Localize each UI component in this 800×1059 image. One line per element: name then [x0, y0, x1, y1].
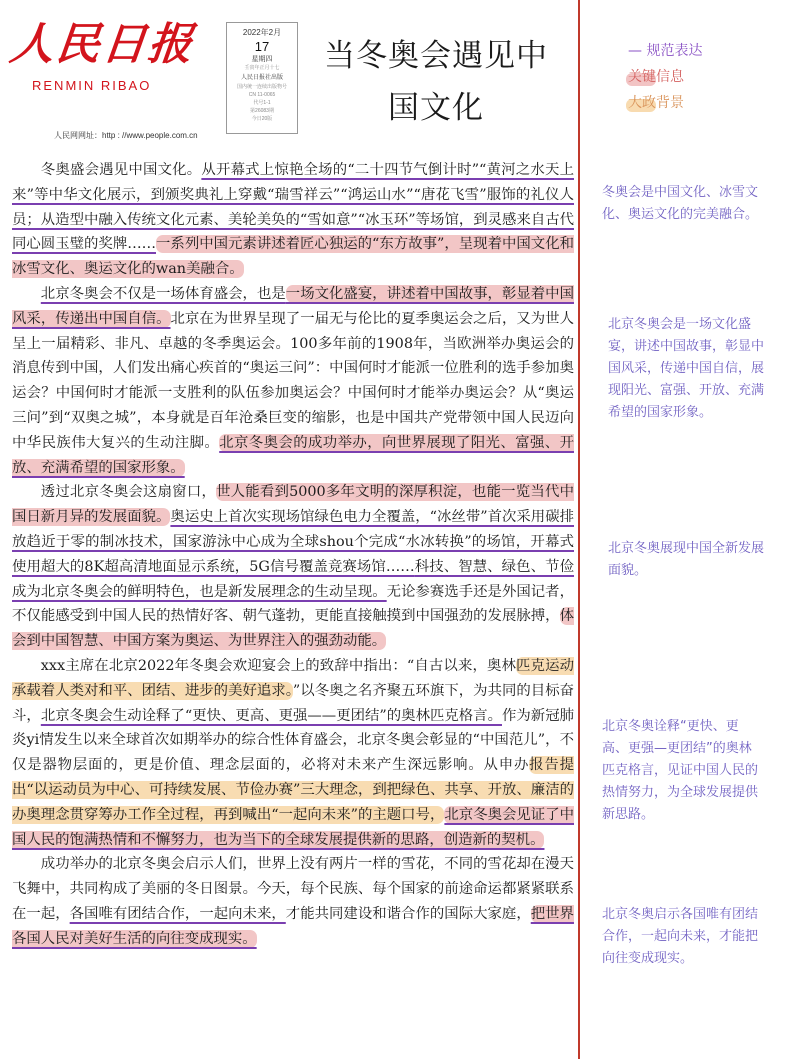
legend-red-label: 关键信息	[628, 69, 684, 85]
key-info-highlight: 体会到中国智慧、中国方案为奥运、为世界注入的强劲动能。	[12, 608, 574, 650]
logo-website-url: 人民网网址：http : //www.people.com.cn	[54, 131, 198, 140]
key-info-highlight: 北京冬奥会见证了中国人民的饱满热情和不懈努力，也为当下的全球发展提供新的思路，创造新的契机。	[12, 806, 574, 848]
underlined-text: 从开幕式上惊艳全场的“二十四节气倒计时”“黄河之水天上来”等中华文化展示，到颁奖典礼上穿戴“瑞雪祥云”“鸿运山水”“唐花飞雪”服饰的礼仪人员；从造型中融入传统文化元素、美轮美奂的“雪如意”“冰玉环”等场馆，到灵感来自古代同心圆玉璧的奖牌……	[12, 162, 574, 253]
issue-year-month: 2022年2月	[242, 28, 282, 37]
issue-date-box	[226, 22, 298, 134]
text-span: 才能共同建设和谐合作的国际大家庭，	[285, 905, 531, 922]
margin-note-1: 冬奥会是中国文化、冰雪文化、奥运文化的完美融合。	[602, 185, 759, 222]
logo-english-text: RENMIN RIBAO	[32, 78, 152, 93]
issue-weekday: 星期四	[251, 56, 273, 63]
legend-red-highlight	[614, 66, 794, 92]
policy-background-highlight: 报告提出“以运动员为中心、可持续发展、节俭办赛”三大理念，到把绿色、共享、开放、廉洁的办奥理念贯穿筹办工作全过程，再到喊出“一起向未来”的主题口号，	[12, 757, 574, 823]
article-paragraph-1	[12, 158, 574, 282]
text-span: 北京在为世界呈现了一届无与伦比的夏季奥运会之后，又为世人呈上一届精彩、非凡、卓越的冬季奥运会。100多年前的1908年，当欧洲举办奥运会的消息传到中国，人们发出痛心疾首的“奥运三问”：中国何时才能派一位胜利的选手参加奥运会？中国何时才能派一支胜利的队伍参加奥运会？中国何时才能举办奥运会？从“奥运三问”到“双奥之城”，本身就是百年沧桑巨变的缩影，也是中国共产党带领中国人民迈向中华民族伟大复兴的生动注脚。	[12, 310, 574, 451]
renmin-ribao-logo	[7, 14, 218, 140]
key-info-highlight: 一系列中国元素讲述着匠心独运的“东方故事”，呈现着中国文化和冰雪文化、奥运文化的wan美融合。	[12, 236, 574, 278]
article-body	[12, 158, 574, 952]
margin-note-2: 北京冬奥会是一场文化盛宴，讲述中国故事，彰显中国风采，传递中国自信，展现阳光、富强、开放、充满希望的国家形象。	[608, 317, 765, 420]
text-span: xxx主席在北京2022年冬奥会欢迎宴会上的致辞中指出：“自古以来，奥林	[40, 657, 517, 674]
issue-day: 17	[254, 39, 270, 54]
annotation-legend	[614, 40, 794, 118]
legend-orange-highlight	[614, 92, 794, 118]
margin-note-3: 北京冬奥展现中国全新发展面貌。	[608, 541, 765, 578]
logo-chinese-text: 人民日报	[7, 19, 197, 70]
article-paragraph-3	[12, 480, 574, 654]
newspaper-masthead	[0, 0, 578, 150]
issue-page-count: 今日20版	[251, 116, 273, 122]
issue-cn-number: CN 11-0065	[248, 92, 276, 98]
legend-orange-label: 大政背景	[628, 95, 684, 111]
underlined-text: 科技、智慧、绿色、节俭成为北京冬奥会的鲜明特色，也是新发展理念的生动呈现。	[12, 558, 574, 600]
underlined-text: 北京冬奥会生动诠释了“更快、更高、更强——更团结”的奥林匹克格言。	[40, 707, 502, 724]
page-title-line-1: 当冬奥会遇见中	[324, 38, 548, 74]
issue-code: 代号1-1	[253, 100, 271, 106]
issue-issn: 国内统一连续出版物号	[236, 84, 287, 90]
text-span: 冬奥盛会遇见中国文化。	[40, 162, 202, 178]
margin-note-5: 北京冬奥启示各国唯有团结合作，一起向未来，才能把向往变成现实。	[602, 907, 759, 966]
article-paragraph-2	[12, 282, 574, 480]
column-divider	[578, 0, 580, 1059]
margin-note-4: 北京冬奥诠释“更快、更高、更强—更团结”的奥林匹克格言，见证中国人民的热情努力，为全球发展提供新思路。	[602, 719, 759, 822]
legend-underline-label: — 规范表达	[628, 43, 702, 59]
issue-publisher: 人民日报社出版	[240, 75, 283, 81]
key-info-highlight: 北京冬奥会的成功举办，向世界展现了阳光、富强、开放、充满希望的国家形象。	[12, 434, 574, 476]
underlined-text: 各国唯有团结合作，一起向未来，	[69, 905, 286, 922]
key-info-highlight: 一场文化盛宴，讲述着中国故事，彰显着中国风采，传递出中国自信。	[12, 285, 574, 327]
page-title-line-2: 国文化	[388, 90, 484, 126]
text-span: 无论参赛选手还是外国记者，不仅能感受到中国人民的热情好客、朝气蓬勃，更能直接触摸到中国强劲的发展脉搏，	[12, 583, 574, 625]
policy-background-highlight: 匹克运动承载着人类对和平、团结、进步的美好追求。	[12, 657, 574, 699]
page-title	[300, 30, 572, 134]
legend-underline	[614, 40, 794, 66]
text-span: ”以冬奥之名齐聚五环旗下，为共同的目标奋斗，	[12, 682, 574, 724]
text-span: 透过北京冬奥会这扇窗口，	[40, 484, 217, 501]
text-span: 作为新冠肺炎yi情发生以来全球首次如期举办的综合性体育盛会，北京冬奥会彰显的“中国范儿”，不仅是器物层面的，更是价值、理念层面的，必将对未来产生深远影响。从申办	[12, 707, 574, 774]
text-span: 成功举办的北京冬奥会启示人们，世界上没有两片一样的雪花，不同的雪花却在漫天飞舞中，共同构成了美丽的冬日图景。今天，每个民族、每个国家的前途命运都紧紧联系在一起，	[12, 856, 574, 922]
article-paragraph-5	[12, 852, 574, 951]
underlined-text: 奥运史上首次实现场馆绿色电力全覆盖，“冰丝带”首次采用碳排放趋近于零的制冰技术，国家游泳中心成为全球shou个完成“水冰转换”的场馆，开幕式使用超大的8K超高清地面显示系统，5G信号覆盖竞赛场馆……	[12, 509, 574, 575]
key-info-highlight: 把世界各国人民对美好生活的向往变成现实。	[12, 905, 574, 947]
issue-lunar-date: 壬寅年正月十七	[244, 65, 280, 71]
article-paragraph-4	[12, 654, 574, 852]
key-info-highlight: 世人能看到5000多年文明的深厚积淀，也能一览当代中国日新月异的发展面貌。	[12, 484, 574, 526]
issue-number: 第26083期	[250, 108, 274, 114]
underlined-text: 北京冬奥会不仅是一场体育盛会，也是	[40, 285, 286, 302]
